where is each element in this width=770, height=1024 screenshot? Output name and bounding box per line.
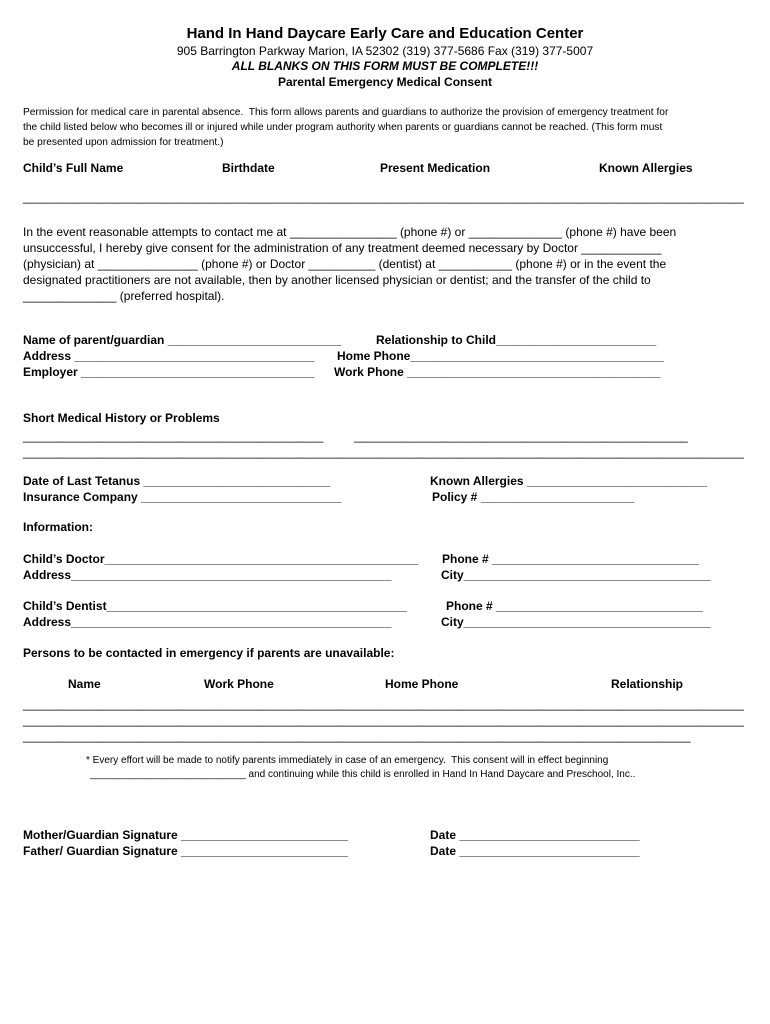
policy-field[interactable]: Policy # _______________________ <box>432 490 635 504</box>
dentist-phone-field[interactable]: Phone # _______________________________ <box>446 599 703 613</box>
parent-address-field[interactable]: Address ____________________________________ <box>23 349 315 363</box>
consent-line: (physician) at _______________ (phone #) or Doctor __________ (dentist) at ___________ (phone #) or in the event the <box>23 257 667 271</box>
intro-line: the child listed below who becomes ill or injured while under program authority when parents or guardians cannot be reached. (This form must <box>23 122 663 133</box>
consent-line: designated practitioners are not available, then by another licensed physician or dentist; and the transfer of the child to <box>23 273 651 287</box>
emergency-contact-field[interactable]: ____________________________________________________________________________________________________ <box>23 729 691 743</box>
center-address: 905 Barrington Parkway Marion, IA 52302 (319) 377-5686 Fax (319) 377-5007 <box>176 44 594 58</box>
dentist-address-field[interactable]: Address________________________________________________ <box>23 615 392 629</box>
emergency-contact-field[interactable]: ____________________________________________________________________________________________________________ <box>23 713 744 727</box>
emergency-label: Persons to be contacted in emergency if parents are unavailable: <box>23 646 395 660</box>
col-work-phone: Work Phone <box>204 677 274 691</box>
doctor-field[interactable]: Child’s Doctor_______________________________________________ <box>23 552 419 566</box>
medication-label: Present Medication <box>380 161 491 175</box>
emergency-contact-field[interactable]: ____________________________________________________________________________________________________________ <box>23 697 744 711</box>
birthdate-label: Birthdate <box>222 161 275 175</box>
employer-field[interactable]: Employer ___________________________________ <box>23 365 315 379</box>
col-name: Name <box>68 677 101 691</box>
doctor-address-field[interactable]: Address________________________________________________ <box>23 568 392 582</box>
home-phone-field[interactable]: Home Phone______________________________________ <box>337 349 664 363</box>
father-date-field[interactable]: Date ___________________________ <box>430 844 640 858</box>
form-title: Hand In Hand Daycare Early Care and Education Center <box>186 25 584 42</box>
col-relationship: Relationship <box>611 677 684 691</box>
tetanus-field[interactable]: Date of Last Tetanus ____________________________ <box>23 474 331 488</box>
col-home-phone: Home Phone <box>385 677 459 691</box>
completion-warning: ALL BLANKS ON THIS FORM MUST BE COMPLETE!!! <box>231 59 539 73</box>
history-label: Short Medical History or Problems <box>23 411 220 425</box>
history-field[interactable]: _____________________________________________ <box>23 429 324 443</box>
dentist-city-field[interactable]: City_____________________________________ <box>441 615 711 629</box>
mother-signature-field[interactable]: Mother/Guardian Signature _________________________ <box>23 828 348 842</box>
mother-date-field[interactable]: Date ___________________________ <box>430 828 640 842</box>
history-field[interactable]: ____________________________________________________________________________________________________________ <box>23 445 744 459</box>
father-signature-field[interactable]: Father/ Guardian Signature _________________________ <box>23 844 348 858</box>
work-phone-field[interactable]: Work Phone ______________________________________ <box>334 365 661 379</box>
consent-line: ______________ (preferred hospital). <box>23 289 225 303</box>
dentist-field[interactable]: Child’s Dentist_____________________________________________ <box>23 599 407 613</box>
consent-line: unsuccessful, I hereby give consent for the administration of any treatment deemed necessary by Doctor ____________ <box>23 241 662 255</box>
insurance-company-field[interactable]: Insurance Company ______________________________ <box>23 490 342 504</box>
history-field[interactable]: __________________________________________________ <box>354 429 688 443</box>
parent-name-field[interactable]: Name of parent/guardian __________________________ <box>23 333 342 347</box>
allergies-label: Known Allergies <box>599 161 693 175</box>
known-allergies-field[interactable]: Known Allergies ___________________________ <box>430 474 708 488</box>
information-label: Information: <box>23 520 93 534</box>
effective-date-field[interactable]: ____________________________ and continuing while this child is enrolled in Hand In Hand Daycare and Preschool, Inc.. <box>90 769 636 780</box>
doctor-city-field[interactable]: City_____________________________________ <box>441 568 711 582</box>
intro-line: Permission for medical care in parental absence. This form allows parents and guardians to authorize the provision of emergency treatment for <box>23 107 669 118</box>
relationship-field[interactable]: Relationship to Child________________________ <box>376 333 657 347</box>
form-name: Parental Emergency Medical Consent <box>277 75 493 89</box>
doctor-phone-field[interactable]: Phone # _______________________________ <box>442 552 699 566</box>
child-info-field[interactable]: ____________________________________________________________________________________________________________ <box>23 190 744 204</box>
child-name-label: Child’s Full Name <box>23 161 124 175</box>
note-line: * Every effort will be made to notify parents immediately in case of an emergency. This consent will in effect beginning <box>86 755 609 766</box>
intro-paragraph <box>23 105 743 150</box>
intro-line: be presented upon admission for treatment.) <box>23 137 224 148</box>
consent-line: In the event reasonable attempts to contact me at ________________ (phone #) or ______________ (phone #) have been <box>23 225 677 239</box>
consent-paragraph <box>23 224 745 304</box>
